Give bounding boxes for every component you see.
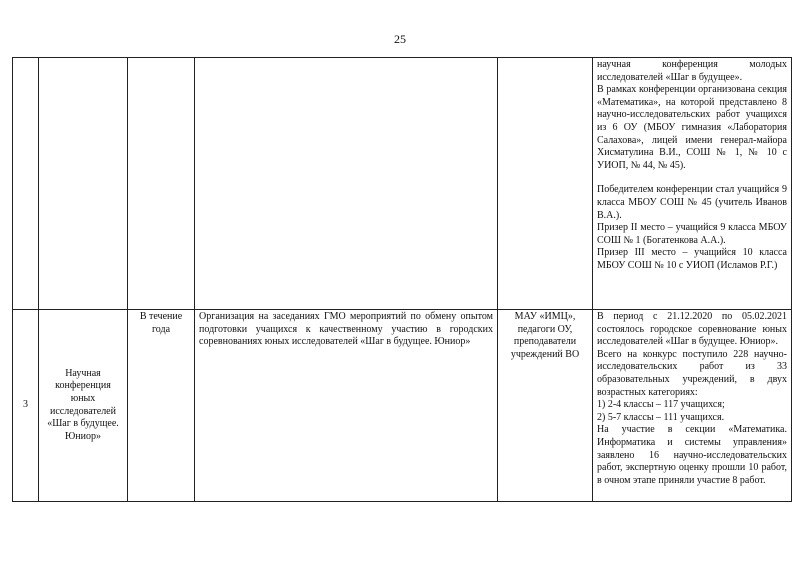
result-paragraph: В рамках конференции организована секция «Математика», на которой представлено 8 научно-исследовательских работ учащихся из 6 ОУ (МБОУ гимназия «Лаборатория Салахова», лицей имени генерал-майора Хисматулина В.И., СОШ № 1, № 10 с УИОП, № 44, № 45).: [597, 84, 787, 171]
result-paragraph: Всего на конкурс поступило 228 научно-исследовательских работ из 33 образовательных учреждений, в двух возрастных категориях:: [597, 348, 787, 398]
cell-responsible: [498, 58, 593, 310]
result-paragraph: 2) 5-7 классы – 111 учащихся.: [597, 411, 725, 423]
result-paragraph: На участие в секции «Математика. Информатика и системы управления» заявлено 16 научно-исследовательских работ, экспертную оценку прошли 10 работ, в очном этапе приняли участие 8 работ.: [597, 424, 787, 486]
table-row: [13, 310, 792, 502]
result-paragraph: Призер II место – учащийся 9 класса МБОУ СОШ № 1 (Богатенкова А.А.).: [597, 222, 787, 246]
cell-name: Научная конференция юных исследователей «Шаг в будущее. Юниор»: [39, 310, 128, 502]
cell-period: [128, 58, 195, 310]
cell-activity: Организация на заседаниях ГМО мероприятий по обмену опытом подготовки учащихся к качественному участию в городских соревнованиях юных исследователей «Шаг в будущее. Юниор»: [195, 310, 498, 502]
cell-results: [593, 310, 792, 502]
cell-results: [593, 58, 792, 310]
table-row: [13, 58, 792, 310]
cell-num: [13, 58, 39, 310]
result-paragraph: В период с 21.12.2020 по 05.02.2021 состоялось городское соревнование юных исследователей «Шаг в будущее. Юниор».: [597, 311, 787, 348]
result-paragraph: 1) 2-4 классы – 117 учащихся;: [597, 399, 725, 411]
cell-activity: [195, 58, 498, 310]
plan-table: [12, 57, 792, 502]
cell-period: В течение года: [128, 310, 195, 502]
page-number: 25: [394, 32, 406, 46]
result-paragraph: Победителем конференции стал учащийся 9 класса МБОУ СОШ № 45 (учитель Иванов В.А.).: [597, 184, 787, 221]
cell-num: 3: [13, 310, 39, 502]
cell-responsible: МАУ «ИМЦ», педагоги ОУ, преподаватели учреждений ВО: [498, 310, 593, 502]
result-paragraph: Призер III место – учащийся 10 класса МБОУ СОШ № 10 с УИОП (Исламов Р.Г.): [597, 247, 787, 271]
cell-name: [39, 58, 128, 310]
result-paragraph: научная конференция молодых исследователей «Шаг в будущее».: [597, 59, 787, 83]
